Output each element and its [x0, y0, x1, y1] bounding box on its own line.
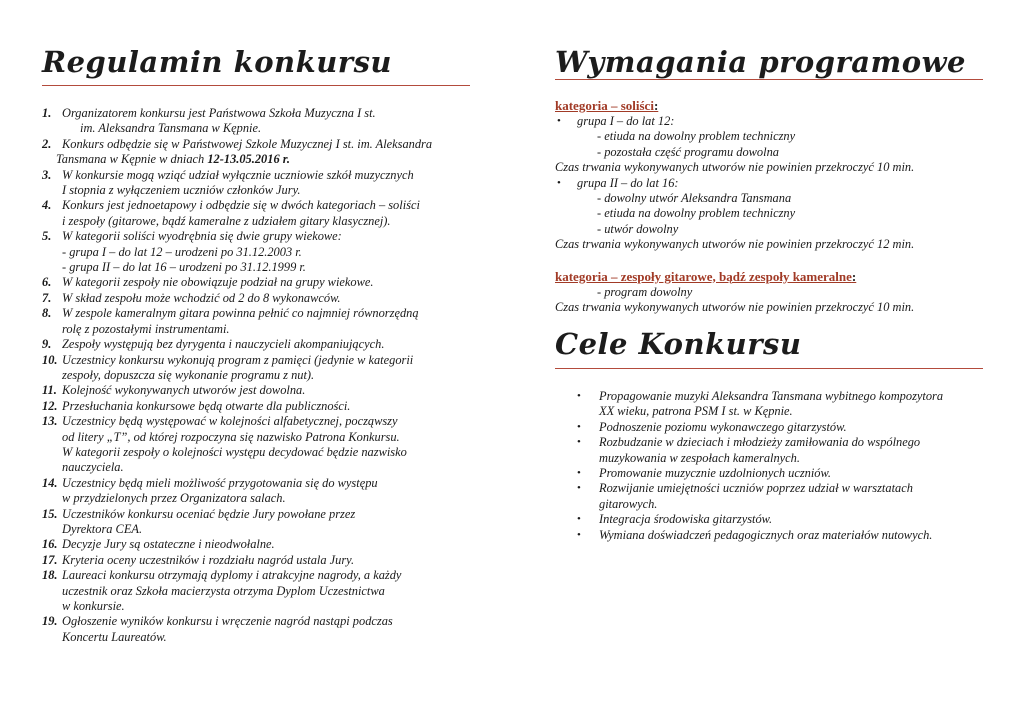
rule-item — [42, 275, 482, 290]
rule-item — [42, 414, 482, 476]
goals-list — [555, 389, 995, 543]
heading-rule-left — [42, 85, 470, 86]
group-1-item: - etiuda na dowolny problem techniczny — [597, 129, 796, 144]
rule-number: 9. — [42, 337, 52, 352]
rule-line: I stopnia z wyłączeniem uczniów członków Jury. — [62, 183, 301, 198]
group-2-item: - dowolny utwór Aleksandra Tansmana — [597, 191, 792, 206]
ensemble-item: - program dowolny — [597, 284, 693, 299]
rule-line: nauczyciela. — [62, 460, 124, 475]
rule-number: 1. — [42, 106, 52, 120]
group-2-item: - utwór dowolny — [597, 221, 679, 236]
rule-number: 5. — [42, 229, 52, 244]
rule-number: 8. — [42, 306, 52, 321]
rule-item — [42, 399, 482, 414]
rule-number: 2. — [42, 136, 52, 151]
rule-item — [42, 229, 482, 275]
rule-number: 11. — [42, 383, 57, 398]
rule-line: uczestnik oraz Szkoła macierzysta otrzyma Dyplom Uczestnictwa — [62, 583, 385, 598]
rule-item — [42, 306, 482, 337]
rule-item — [42, 476, 482, 507]
heading-rule-right — [555, 79, 983, 80]
rule-item — [42, 353, 482, 384]
rule-number: 16. — [42, 537, 58, 552]
rule-number: 6. — [42, 275, 52, 290]
rule-number: 17. — [42, 552, 58, 567]
rule-line: W kategorii zespoły o kolejności występu decydować będzie nazwisko — [62, 444, 407, 459]
goal-item: • Rozwijanie umiejętności uczniów poprzez udział w warsztatach gitarowych. — [555, 481, 995, 512]
rule-item — [42, 337, 482, 352]
group-2: • grupa II – do lat 16: — [555, 176, 995, 191]
rule-item — [42, 137, 482, 168]
category-ensembles: kategoria – zespoły gitarowe, bądź zespoły kameralne: — [555, 268, 857, 284]
heading-wymagania: Wymagania programowe — [555, 45, 967, 79]
rule-line: Uczestnicy konkursu wykonują program z pamięci (jedynie w kategorii — [62, 352, 414, 367]
rules-list — [42, 106, 482, 645]
rule-number: 4. — [42, 198, 52, 213]
goal-item: • Rozbudzanie w dzieciach i młodzieży zamiłowania do wspólnego muzykowania w zespołach kameralnych. — [555, 435, 995, 466]
heading-rule-cele — [555, 368, 983, 369]
duration-note: Czas trwania wykonywanych utworów nie powinien przekroczyć 10 min. — [555, 160, 915, 175]
rule-item — [42, 553, 482, 568]
rule-item — [42, 291, 482, 306]
rule-number: 14. — [42, 475, 58, 490]
rule-line: Laureaci konkursu otrzymają dyplomy i atrakcyjne nagrody, a każdy — [62, 568, 402, 583]
rule-line: - grupa I – do lat 12 – urodzeni po 31.12.2003 r. — [62, 244, 302, 259]
rule-line: Organizatorem konkursu jest Państwowa Szkoła Muzyczna I st. — [62, 106, 376, 120]
heading-regulamin: Regulamin konkursu — [42, 45, 392, 79]
rule-line: od litery „T”, od której rozpoczyna się nazwisko Patrona Konkursu. — [62, 429, 400, 444]
rule-line: - grupa II – do lat 16 – urodzeni po 31.12.1999 r. — [62, 260, 306, 275]
rule-line: W konkursie mogą wziąć udział wyłącznie uczniowie szkół muzycznych — [62, 167, 414, 182]
rule-line: W kategorii soliści wyodrębnia się dwie grupy wiekowe: — [62, 229, 342, 244]
rule-line: Konkurs odbędzie się w Państwowej Szkole Muzycznej I st. im. Aleksandra — [62, 136, 433, 151]
rule-line: Decyzje Jury są ostateczne i nieodwołalne. — [62, 537, 275, 552]
heading-cele: Cele Konkursu — [555, 327, 802, 361]
rule-line: zespoły, dopuszcza się wykonanie programu z nut). — [62, 367, 315, 382]
rule-line: W skład zespołu może wchodzić od 2 do 8 wykonawców. — [62, 290, 341, 305]
rule-line: Zespoły występują bez dyrygenta i nauczycieli akompaniujących. — [62, 337, 385, 352]
rule-line: Uczestnicy będą występować w kolejności alfabetycznej, począwszy — [62, 414, 398, 429]
rule-number: 13. — [42, 414, 58, 429]
goal-item: • Propagowanie muzyki Aleksandra Tansmana wybitnego kompozytora XX wieku, patrona PSM I st. w Kępnie. — [555, 389, 995, 420]
rule-number: 19. — [42, 614, 58, 629]
rule-number: 10. — [42, 352, 58, 367]
category-soloists: kategoria – soliści: — [555, 98, 659, 113]
rule-line: im. Aleksandra Tansmana w Kępnie. — [80, 121, 262, 136]
rule-line: Tansmana w Kępnie w dniach — [56, 152, 205, 167]
goal-item: • Integracja środowiska gitarzystów. — [555, 512, 995, 527]
duration-note: Czas trwania wykonywanych utworów nie powinien przekroczyć 10 min. — [555, 300, 915, 315]
rule-item — [42, 106, 482, 137]
rule-line: w konkursie. — [62, 599, 125, 613]
rule-item — [42, 198, 482, 229]
group-1-item: - pozostała część programu dowolna — [597, 144, 779, 159]
rule-item — [42, 383, 482, 398]
rule-line: W zespole kameralnym gitara powinna pełnić co najmniej równorzędną — [62, 306, 419, 321]
rule-line: i zespoły (gitarowe, bądź kameralne z udziałem gitary klasycznej). — [62, 213, 391, 228]
requirements-section — [555, 98, 995, 315]
rule-line: rolę z pozostałymi instrumentami. — [62, 321, 230, 336]
rule-line: W kategorii zespoły nie obowiązuje podział na grupy wiekowe. — [62, 275, 374, 290]
rule-line: Konkurs jest jednoetapowy i odbędzie się w dwóch kategoriach – soliści — [62, 198, 420, 213]
goal-item: • Wymiana doświadczeń pedagogicznych oraz materiałów nutowych. — [555, 528, 995, 543]
group-2-item: - etiuda na dowolny problem techniczny — [597, 206, 796, 221]
rule-item — [42, 168, 482, 199]
rule-item — [42, 568, 482, 614]
rule-item — [42, 537, 482, 552]
rule-line: Koncertu Laureatów. — [62, 629, 167, 644]
rule-number: 15. — [42, 506, 58, 521]
rule-number: 7. — [42, 290, 52, 305]
rule-line: Przesłuchania konkursowe będą otwarte dla publiczności. — [62, 398, 351, 413]
rule-line: w przydzielonych przez Organizatora salach. — [62, 491, 286, 506]
goal-item: • Podnoszenie poziomu wykonawczego gitarzystów. — [555, 420, 995, 435]
rule-number: 3. — [42, 167, 52, 182]
duration-note: Czas trwania wykonywanych utworów nie powinien przekroczyć 12 min. — [555, 237, 915, 252]
rule-line: Dyrektora CEA. — [62, 521, 143, 536]
rules-section — [42, 106, 482, 645]
rule-line: Ogłoszenie wyników konkursu i wręczenie nagród nastąpi podczas — [62, 614, 393, 629]
group-1: • grupa I – do lat 12: — [555, 114, 995, 129]
rule-number: 12. — [42, 398, 58, 413]
goals-section — [555, 389, 995, 543]
rule-item — [42, 614, 482, 645]
rule-number: 18. — [42, 568, 58, 583]
rule-line: Uczestników konkursu oceniać będzie Jury powołane przez — [62, 506, 356, 521]
rule-line: Uczestnicy będą mieli możliwość przygotowania się do występu — [62, 475, 378, 490]
rule-item — [42, 507, 482, 538]
rule-line: Kolejność wykonywanych utworów jest dowolna. — [62, 383, 306, 398]
rule-line: Kryteria oceny uczestników i rozdziału nagród ustala Jury. — [62, 552, 355, 567]
goal-item: • Promowanie muzycznie uzdolnionych uczniów. — [555, 466, 995, 481]
contest-dates: 12-13.05.2016 r. — [207, 152, 290, 167]
